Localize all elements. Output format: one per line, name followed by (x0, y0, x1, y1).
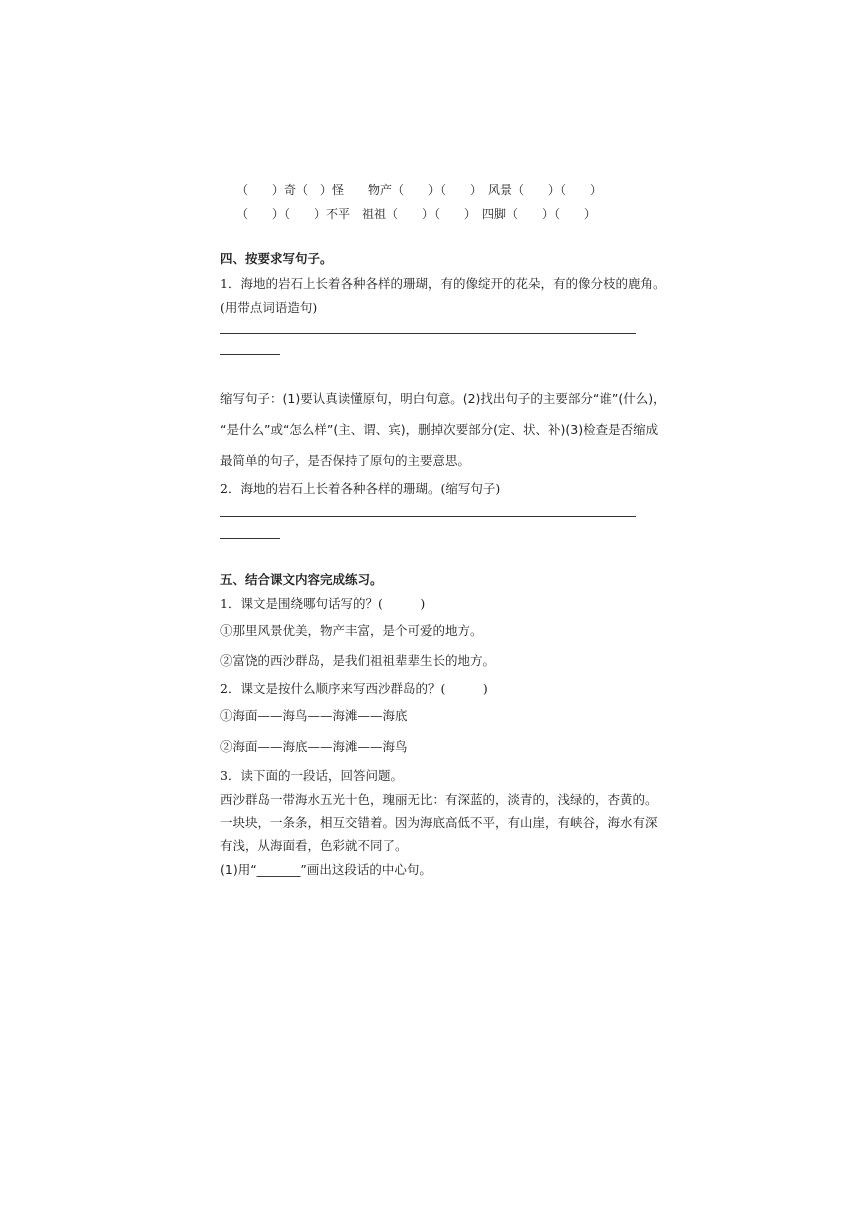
section-4-heading: 四、按要求写句子。 (220, 251, 333, 266)
option-item: ①海面——海鸟——海滩——海底 (220, 708, 408, 723)
word-fill-row-2: （ ）（ ）不平 祖祖（ ）（ ） 四脚（ ）（ ） (236, 207, 597, 221)
option-item: ②海面——海底——海滩——海鸟 (220, 739, 408, 754)
section-5-question-3-1: (1)用“_______”画出这段话的中心句。 (220, 862, 432, 877)
section-5-heading: 五、结合课文内容完成练习。 (220, 572, 383, 587)
answer-line-short[interactable] (220, 538, 280, 539)
option-item: ①那里风景优美，物产丰富，是个可爱的地方。 (220, 623, 483, 638)
section-4-question-1: 1．海地的岩石上长着各种各样的珊瑚，有的像绽开的花朵，有的像分枝的鹿角。 (220, 276, 666, 291)
passage-line: 西沙群岛一带海水五光十色，瑰丽无比：有深蓝的，淡青的，浅绿的，杏黄的。 (220, 792, 658, 807)
answer-line[interactable] (220, 516, 636, 517)
tip-line-3: 最简单的句子，是否保持了原句的主要意思。 (220, 453, 471, 468)
tip-line-1: 缩写句子：(1)要认真读懂原句，明白句意。(2)找出句子的主要部分“谁”(什么)， (220, 391, 666, 406)
section-5-question-2: 2．课文是按什么顺序来写西沙群岛的？( ) (220, 681, 488, 696)
answer-line-short[interactable] (220, 354, 280, 355)
section-4-question-2: 2．海地的岩石上长着各种各样的珊瑚。(缩写句子) (220, 481, 501, 496)
section-5-question-1: 1．课文是围绕哪句话写的？( ) (220, 596, 426, 611)
word-fill-row-1: （ ）奇（ ）怪 物产（ ）（ ） 风景（ ）（ ） (236, 183, 603, 197)
passage-line: 一块块，一条条，相互交错着。因为海底高低不平，有山崖，有峡谷，海水有深 (220, 815, 658, 830)
answer-line[interactable] (220, 333, 636, 334)
option-item: ②富饶的西沙群岛，是我们祖祖辈辈生长的地方。 (220, 653, 496, 668)
tip-line-2: “是什么”或“怎么样”(主、谓、宾)，删掉次要部分(定、状、补)(3)检查是否缩成 (220, 422, 659, 437)
section-4-question-1-note: (用带点词语造句) (220, 300, 318, 315)
section-5-question-3: 3．读下面的一段话，回答问题。 (220, 768, 403, 783)
passage-line: 有浅，从海面看，色彩就不同了。 (220, 838, 408, 853)
